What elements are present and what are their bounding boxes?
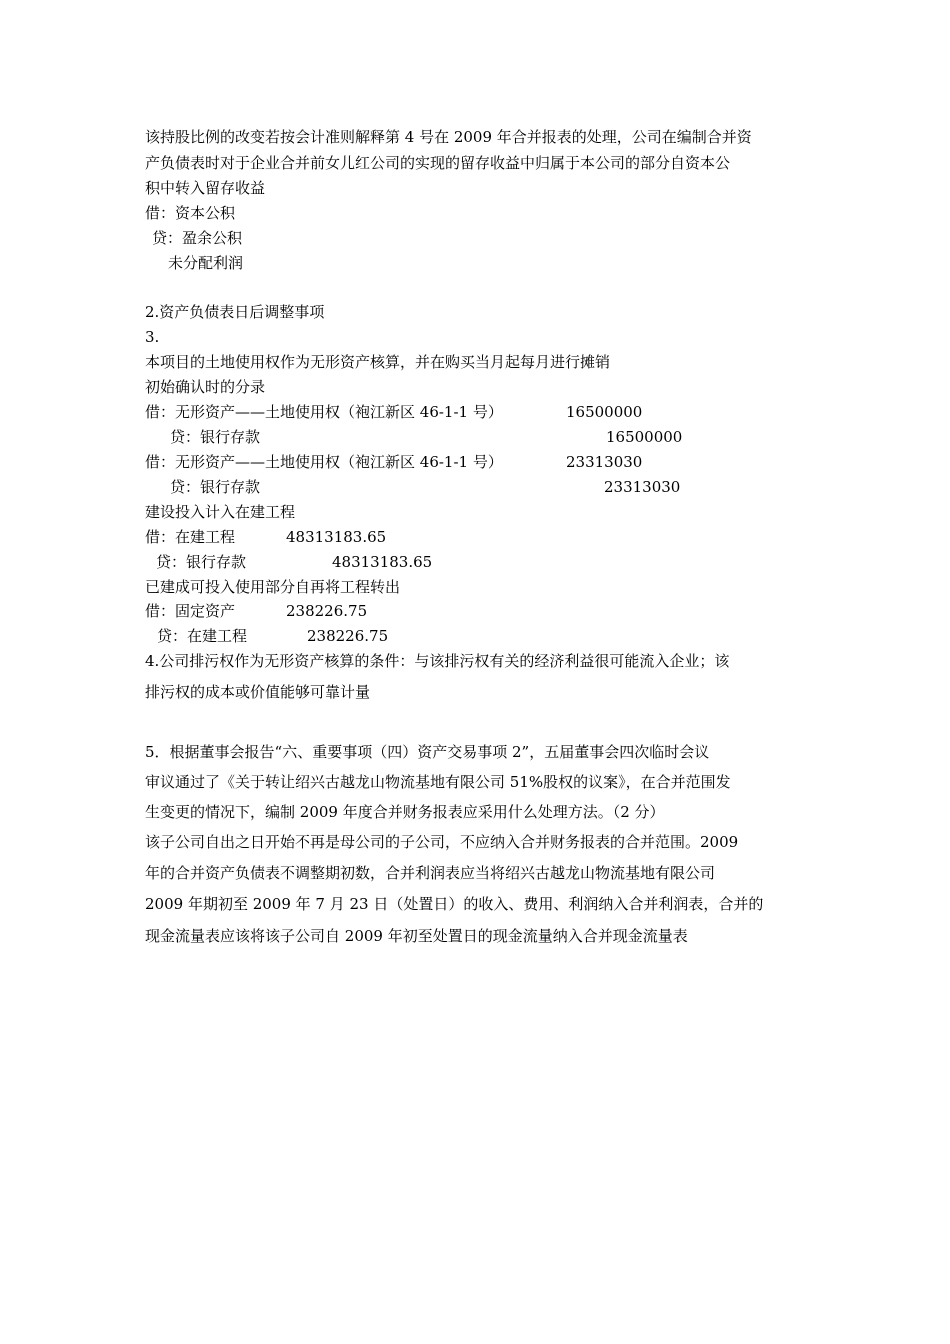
journal-credit: 贷：银行存款 [170, 478, 261, 496]
journal-credit: 贷：盈余公积 [152, 229, 243, 247]
journal-credit: 贷：银行存款 [156, 553, 247, 571]
journal-amount: 23313030 [604, 478, 681, 496]
paragraph-line: 已建成可投入使用部分自再将工程转出 [145, 578, 401, 596]
paragraph-line: 2009 年期初至 2009 年 7 月 23 日（处置日）的收入、费用、利润纳入合并利润表，合并的 [145, 895, 764, 913]
journal-amount: 238226.75 [286, 602, 368, 620]
paragraph-line: 审议通过了《关于转让绍兴古越龙山物流基地有限公司 51%股权的议案》，在合并范围发 [145, 773, 731, 791]
journal-amount: 16500000 [566, 403, 643, 421]
section-title: 2.资产负债表日后调整事项 [145, 303, 325, 321]
journal-credit: 贷：在建工程 [157, 627, 248, 645]
paragraph-line: 建设投入计入在建工程 [145, 503, 296, 521]
journal-credit: 贷：银行存款 [170, 428, 261, 446]
paragraph-line: 该子公司自出之日开始不再是母公司的子公司，不应纳入合并财务报表的合并范围。2009 [145, 833, 739, 851]
journal-amount: 16500000 [606, 428, 683, 446]
journal-debit: 借：无形资产——土地使用权（袍江新区 46-1-1 号） [145, 453, 503, 471]
paragraph-line: 初始确认时的分录 [145, 378, 266, 396]
paragraph-line: 该持股比例的改变若按会计准则解释第 4 号在 2009 年合并报表的处理，公司在编制合并资 [145, 128, 752, 146]
journal-amount: 238226.75 [307, 627, 389, 645]
paragraph-line: 产负债表时对于企业合并前女儿红公司的实现的留存收益中归属于本公司的部分自资本公 [145, 154, 731, 172]
paragraph-line: 年的合并资产负债表不调整期初数，合并利润表应当将绍兴古越龙山物流基地有限公司 [145, 864, 716, 882]
paragraph-line: 现金流量表应该将该子公司自 2009 年初至处置日的现金流量纳入合并现金流量表 [145, 927, 688, 945]
paragraph-line: 5．根据董事会报告“六、重要事项（四）资产交易事项 2”，五届董事会四次临时会议 [145, 743, 710, 761]
paragraph-line: 积中转入留存收益 [145, 179, 266, 197]
journal-amount: 23313030 [566, 453, 643, 471]
paragraph-line: 排污权的成本或价值能够可靠计量 [145, 683, 371, 701]
journal-debit: 借：资本公积 [145, 204, 236, 222]
journal-debit: 借：固定资产 [145, 602, 236, 620]
paragraph-line: 生变更的情况下，编制 2009 年度合并财务报表应采用什么处理方法。（2 分） [145, 803, 665, 821]
paragraph-line: 4.公司排污权作为无形资产核算的条件：与该排污权有关的经济利益很可能流入企业；该 [145, 652, 730, 670]
journal-debit: 借：在建工程 [145, 528, 236, 546]
journal-amount: 48313183.65 [286, 528, 387, 546]
journal-debit: 借：无形资产——土地使用权（袍江新区 46-1-1 号） [145, 403, 503, 421]
journal-amount: 48313183.65 [332, 553, 433, 571]
paragraph-line: 本项目的土地使用权作为无形资产核算，并在购买当月起每月进行摊销 [145, 353, 611, 371]
section-title: 3. [145, 328, 160, 346]
journal-credit: 未分配利润 [168, 254, 244, 272]
